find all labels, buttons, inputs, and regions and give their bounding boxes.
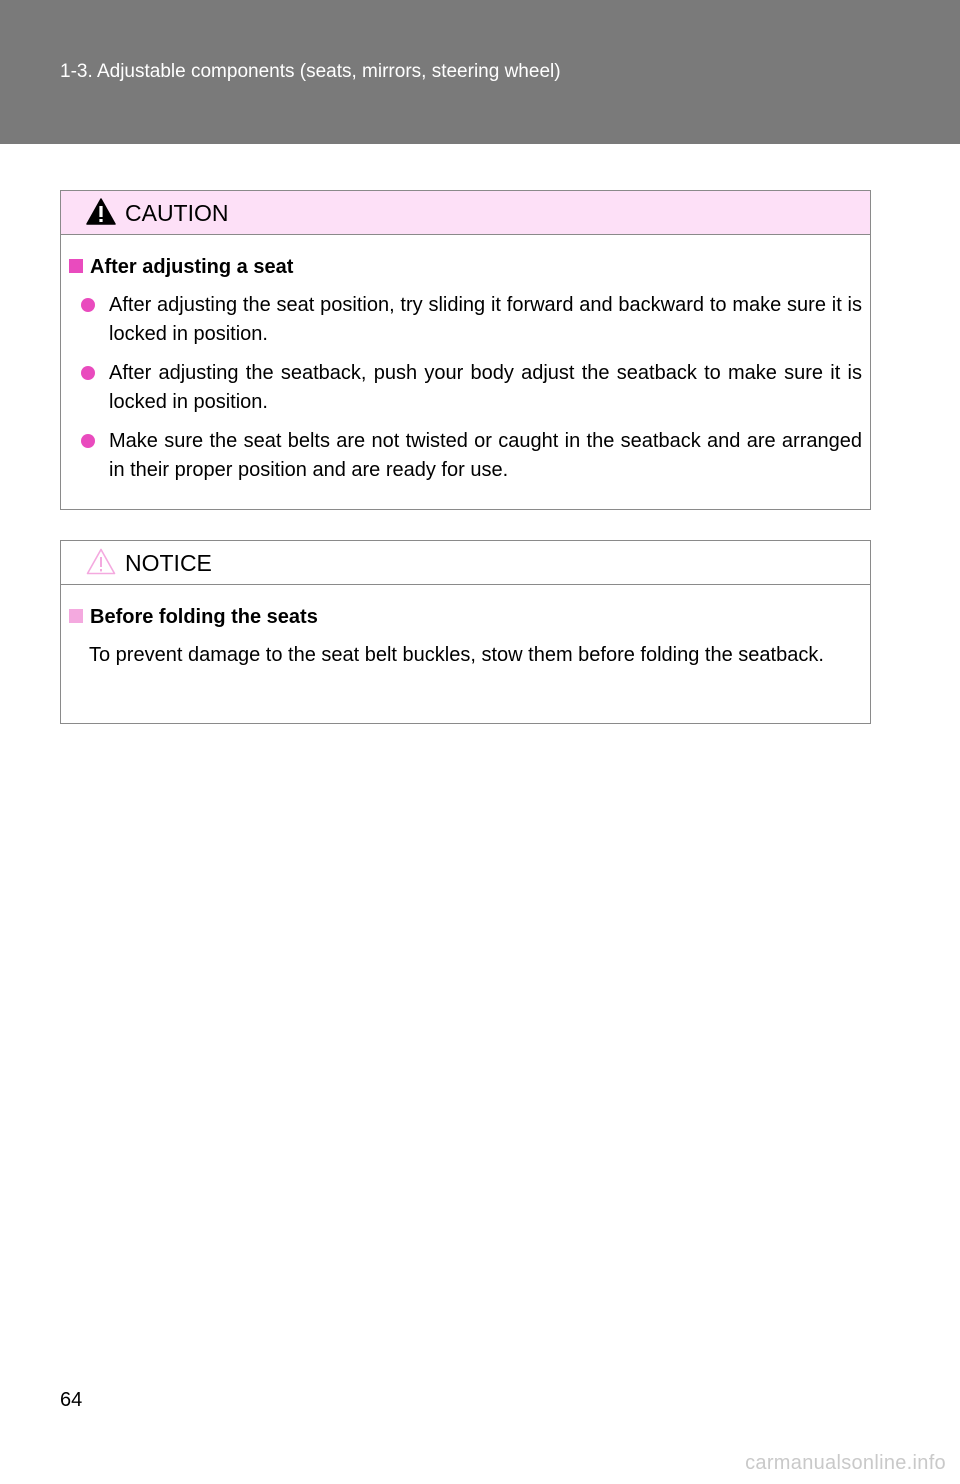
circle-bullet-icon [81,298,95,312]
notice-label: NOTICE [125,550,212,576]
caution-section-title [69,255,293,279]
notice-section-title-text: Before folding the seats [90,606,318,628]
caution-bullet-item [81,427,862,485]
circle-bullet-icon [81,366,95,380]
notice-section-title [69,605,318,629]
caution-box [60,190,871,510]
notice-header [61,541,870,585]
notice-box [60,540,871,724]
warning-triangle-filled-icon [86,198,116,225]
caution-section-title-text: After adjusting a seat [90,256,294,278]
page-number: 64 [60,1389,83,1411]
caution-bullet-text: After adjusting the seat position, try sliding it forward and backward to make sure it is locked in position. [109,294,862,345]
warning-triangle-outline-icon [86,548,116,575]
square-bullet-icon [69,609,83,623]
caution-bullet-item [81,291,862,349]
notice-text: To prevent damage to the seat belt buckles, stow them before folding the seatback. [89,644,824,666]
page-header-bar [0,0,960,144]
caution-bullet-item [81,359,862,417]
caution-bullet-text: Make sure the seat belts are not twisted or caught in the seatback and are arranged in their proper position and are ready for use. [109,430,862,481]
caution-bullet-text: After adjusting the seatback, push your body adjust the seatback to make sure it is locked in position. [109,362,862,413]
square-bullet-icon [69,259,83,273]
caution-label: CAUTION [125,200,229,226]
watermark: carmanualsonline.info [745,1452,946,1474]
circle-bullet-icon [81,434,95,448]
caution-header [61,191,870,235]
chapter-title: 1-3. Adjustable components (seats, mirrors, steering wheel) [60,61,561,82]
